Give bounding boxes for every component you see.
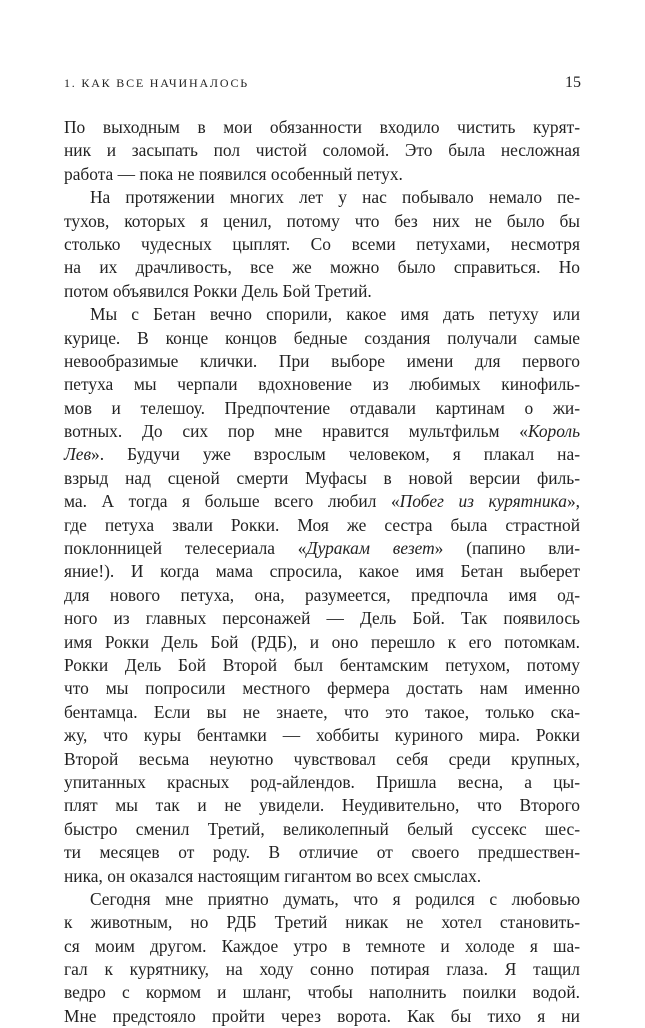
text-line — [64, 677, 580, 700]
text-segment: на их драчливость, все же можно было справиться. Но — [64, 257, 580, 278]
text-line — [64, 163, 580, 186]
text-line — [64, 701, 580, 724]
text-line — [64, 654, 580, 677]
page-number: 15 — [565, 74, 581, 91]
chapter-title: 1. КАК ВСЕ НАЧИНАЛОСЬ — [64, 76, 249, 90]
text-line — [64, 888, 580, 911]
text-line — [64, 865, 580, 888]
paragraph — [64, 186, 580, 303]
text-line — [64, 139, 580, 162]
text-segment: » (папино вли- — [434, 538, 580, 559]
text-segment: тухов, которых я ценил, потому что без них не было бы — [64, 210, 580, 231]
text-line — [64, 327, 580, 350]
text-segment: быстро сменил Третий, великолепный белый суссекс шес- — [64, 818, 580, 839]
text-line — [64, 467, 580, 490]
italic-title: Побег из курятника — [399, 491, 567, 512]
text-line — [64, 537, 580, 560]
text-segment: столько чудесных цыплят. Со всеми петухами, несмотря — [64, 233, 580, 254]
text-segment: ма. А тогда я больше всего любил « — [64, 491, 400, 512]
text-line — [64, 373, 580, 396]
text-line — [64, 958, 580, 981]
text-line — [64, 186, 580, 209]
text-line — [64, 771, 580, 794]
text-line — [64, 514, 580, 537]
text-line — [64, 584, 580, 607]
paragraph — [64, 116, 580, 186]
text-segment: ведро с кормом и шланг, чтобы наполнить поилки водой. — [64, 982, 580, 1003]
text-line — [64, 911, 580, 934]
text-line — [64, 794, 580, 817]
text-segment: Рокки Дель Бой Второй был бентамским петухом, потому — [64, 654, 580, 675]
text-segment: ника, он оказался настоящим гигантом во всех смыслах. — [64, 865, 482, 886]
text-segment: поклонницей телесериала « — [64, 538, 307, 559]
text-segment: петуха мы черпали вдохновение из любимых кинофиль- — [64, 374, 580, 395]
text-line — [64, 303, 580, 326]
text-segment: к животным, но РДБ Третий никак не хотел становить- — [64, 912, 580, 933]
text-segment: курице. В конце концов бедные создания получали самые — [64, 327, 580, 348]
text-segment: взрыд над сценой смерти Муфасы в новой версии филь- — [64, 467, 580, 488]
text-line — [64, 280, 580, 303]
text-line — [64, 724, 580, 747]
text-segment: На протяжении многих лет у нас побывало немало пе- — [90, 187, 580, 208]
text-line — [64, 233, 580, 256]
text-segment: вотных. До сих пор мне нравится мультфильм « — [64, 421, 528, 442]
text-line — [64, 935, 580, 958]
text-line — [64, 116, 580, 139]
italic-title: Дуракам везет — [306, 538, 435, 559]
running-head — [64, 76, 581, 96]
text-segment: Второй весьма неуютно чувствовал себя среди крупных, — [64, 748, 580, 769]
text-line — [64, 1005, 580, 1028]
text-line — [64, 350, 580, 373]
text-line — [64, 631, 580, 654]
text-segment: гал к курятнику, на ходу сонно потирая глаза. Я тащил — [64, 959, 580, 980]
paragraph — [64, 888, 580, 1028]
text-segment: Мне предстояло пройти через ворота. Как бы тихо я ни — [64, 1005, 580, 1026]
text-segment: для нового петуха, она, разумеется, предпочла имя од- — [64, 584, 580, 605]
text-segment: плят мы так и не увидели. Неудивительно, что Второго — [64, 795, 580, 816]
text-segment: яние!). И когда мама спросила, какое имя Бетан выберет — [64, 561, 580, 582]
text-segment: ся моим другом. Каждое утро в темноте и холоде я ша- — [64, 935, 580, 956]
italic-title: Король — [527, 421, 580, 442]
body-text — [64, 116, 580, 1028]
text-segment: Мы с Бетан вечно спорили, какое имя дать петуху или — [90, 304, 580, 325]
text-line — [64, 841, 580, 864]
text-segment: потом объявился Рокки Дель Бой Третий. — [64, 280, 372, 301]
text-line — [64, 397, 580, 420]
text-segment: жу, что куры бентамки — хоббиты куриного мира. Рокки — [64, 725, 580, 746]
text-line — [64, 818, 580, 841]
italic-title: Лев — [64, 444, 92, 465]
text-segment: работа — пока не появился особенный петух. — [64, 163, 403, 184]
text-line — [64, 607, 580, 630]
text-segment: упитанных красных род-айлендов. Пришла весна, а цы- — [64, 771, 580, 792]
text-segment: мов и телешоу. Предпочтение отдавали картинам о жи- — [64, 397, 580, 418]
text-segment: ник и засыпать пол чистой соломой. Это была несложная — [64, 140, 580, 161]
text-line — [64, 210, 580, 233]
text-segment: что мы попросили местного фермера достать нам именно — [64, 678, 580, 699]
text-line — [64, 748, 580, 771]
text-segment: где петуха звали Рокки. Моя же сестра была страстной — [64, 514, 580, 535]
text-segment: ». Будучи уже взрослым человеком, я плакал на- — [91, 444, 580, 465]
text-line — [64, 443, 580, 466]
text-line — [64, 490, 580, 513]
text-segment: По выходным в мои обязанности входило чистить курят- — [64, 117, 580, 137]
text-line — [64, 981, 580, 1004]
text-segment: Сегодня мне приятно думать, что я родился с любовью — [90, 888, 580, 909]
text-line — [64, 256, 580, 279]
text-segment: », — [566, 491, 580, 512]
text-segment: бентамца. Если вы не знаете, что это такое, только ска- — [64, 701, 580, 722]
text-segment: ти месяцев от роду. В отличие от своего предшествен- — [64, 842, 580, 863]
text-segment: ного из главных персонажей — Дель Бой. Так появилось — [64, 608, 580, 629]
text-line — [64, 560, 580, 583]
text-segment: имя Рокки Дель Бой (РДБ), и оно перешло к его потомкам. — [64, 631, 580, 652]
paragraph — [64, 303, 580, 888]
text-segment: невообразимые клички. При выборе имени для первого — [64, 350, 580, 371]
text-line — [64, 420, 580, 443]
